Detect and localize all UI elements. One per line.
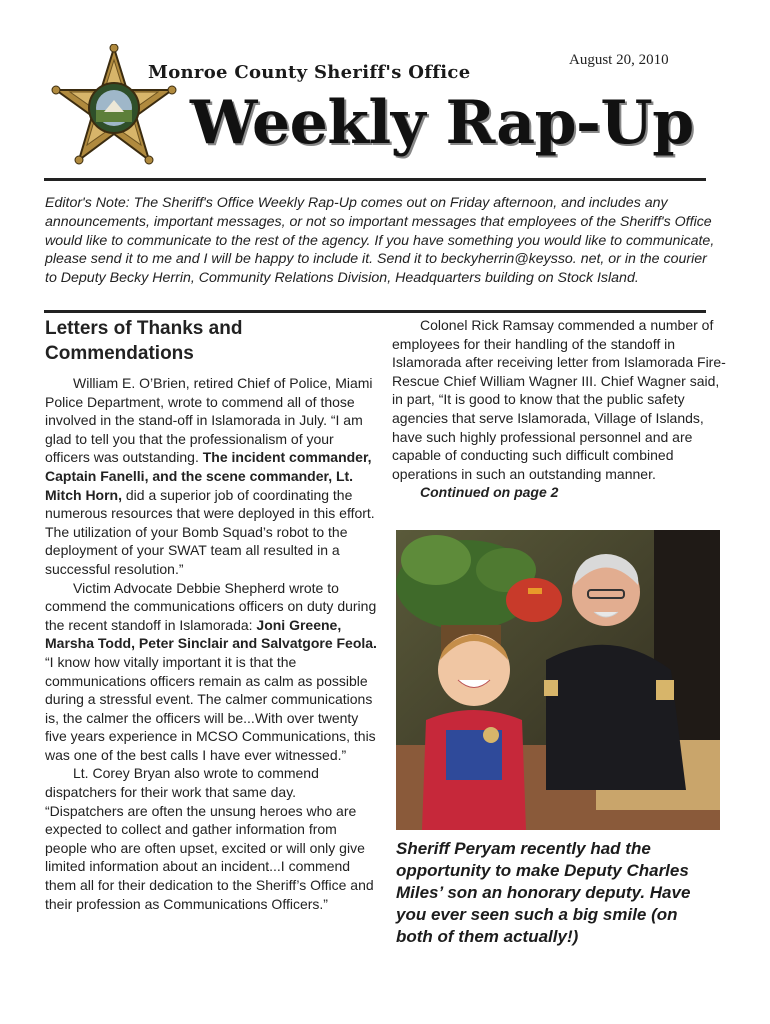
right-column (392, 316, 727, 502)
section-heading: Letters of Thanks and Commendations (45, 318, 243, 364)
masthead-divider (44, 178, 706, 181)
newsletter-title: Weekly Rap-Up (190, 88, 694, 158)
office-name: Monroe County Sheriff's Office (148, 62, 471, 83)
article-paragraph: Colonel Rick Ramsay commended a number of employees for their handling of the standoff in Islamorada after receiving letter from Islamorada Fire-Rescue Chief William Wagner III. Chief Wagner said, in part, “It is good to know that the public safety agencies that serve Islamorada, Village of Islands, have such highly professional personnel and are capable of conducting such difficult combined operations in such an outstanding manner. (392, 317, 726, 482)
photo-illustration (396, 530, 720, 830)
masthead (0, 0, 770, 185)
photo-caption: Sheriff Peryam recently had the opportunity to make Deputy Charles Miles’ son an honorary deputy. Have you ever seen such a big smile (on both of them actually!) (396, 839, 691, 946)
left-column (45, 316, 378, 913)
sheriff-photo (396, 530, 720, 830)
continued-link[interactable]: Continued on page 2 (420, 484, 559, 501)
issue-date: August 20, 2010 (569, 52, 669, 68)
article-paragraph: Victim Advocate Debbie Shepherd wrote to commend the communications officers on duty during the recent standoff in Islamorada: Joni Greene, Marsha Todd, Peter Sinclair and Salvatgore Feola. “I know how vitally important it is that the communications officers remain as calm as possible during a stressful event. The calmer communications is, the calmer the officers will be...With over twenty five years experience in MCSO Communications, this was one of the best calls I have ever witnessed.” (45, 579, 377, 763)
editor-note: Editor's Note: The Sheriff's Office Weekly Rap-Up comes out on Friday afternoon, and includes any announcements, important messages, or not so important messages that employees of the Sheriff's Office would like to communicate to the rest of the agency. If you have something you would like to communicate, please send it to me and I will be happy to include it. Send it to beckyherrin@keysso. net, or in the courier to Deputy Becky Herrin, Community Relations Division, Headquarters building on Stock Island. (45, 195, 715, 287)
section-divider (44, 310, 706, 313)
article-paragraph: William E. O’Brien, retired Chief of Police, Miami Police Department, wrote to commend all of those involved in the stand-off in Islamorada in July. “I am glad to tell you that the professionalism of your officers was outstanding. The incident commander, Captain Fanelli, and the scene commander, Lt. Mitch Horn, did a superior job of coordinating the numerous resources that were deployed in this effort. The utilization of your Bomb Squad’s robot to the deployment of your SWAT team all resulted in a successful resolution.” (45, 375, 375, 577)
article-paragraph: Lt. Corey Bryan also wrote to commend dispatchers for their work that same day. “Dispatchers are often the unsung heroes who are expected to collect and gather information from people who are often upset, excited or will only give limited information about an incident...I commend them all for their dedication to the Sheriff’s Office and their profession as Communications Officers.” (45, 765, 374, 912)
